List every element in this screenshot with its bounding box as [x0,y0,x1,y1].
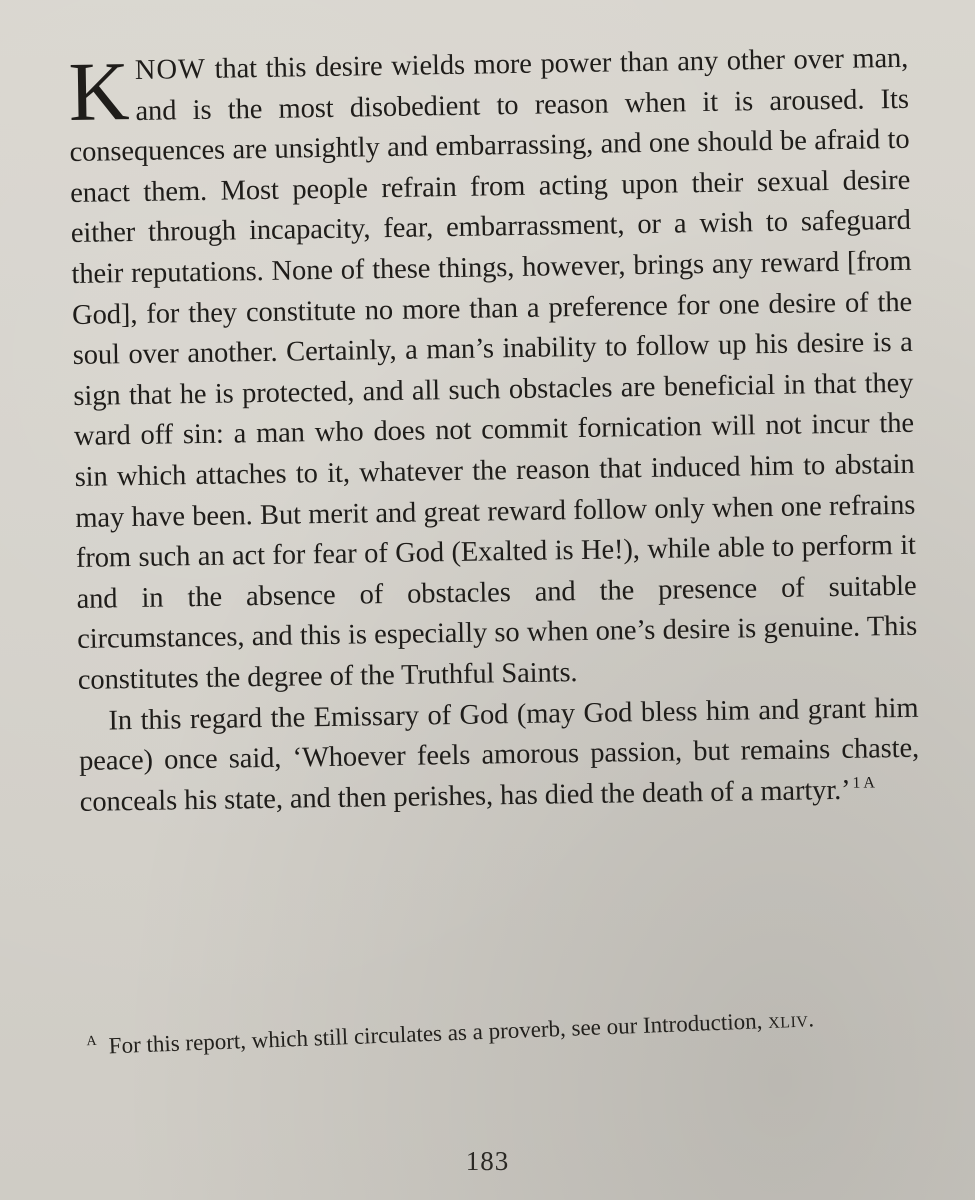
footnote-mark: A [86,1034,97,1050]
paragraph-2 [78,688,920,823]
paragraph-1 [68,39,918,702]
footnote [66,997,927,1066]
lead-word: NOW [134,53,207,86]
footnote-text: For this report, which still circulates as a proverb, see our Introduction, [108,1008,769,1059]
paragraph-2-text: In this regard the Emissary of God (may God bless him and grant him peace) once said, ‘Whoever feels amorous passion, but remains chaste, conceals his state, and then perishes, has died the death of a martyr.’ [78,692,920,818]
note-reference: 1 A [852,774,875,792]
main-text [68,39,920,823]
page-number: 183 [465,1146,510,1176]
paragraph-1-text: that this desire wields more power than any other over man, and is the most disobedient to reason when it is aroused. Its consequences are unsightly and embarrassing, and one should be afraid to enact them. Most people refrain from acting upon their sexual desire either through incapacity, fear, embarrassment, or a wish to safeguard their reputations. None of these things, however, brings any reward [from God], for they constitute no more than a preference for one desire of the soul over another. Certainly, a man’s inability to follow up his desire is a sign that he is protected, and all such obstacles are beneficial in that they ward off sin: a man who does not commit fornication will not incur the sin which attaches to it, whatever the reason that induced him to abstain may have been. But merit and great reward follow only when one refrains from such an act for fear of God (Exalted is He!), while able to perform it and in the absence of obstacles and the presence of suitable circumstances, and this is especially so when one’s desire is genuine. This constitutes the degree of the Truthful Saints. [69,42,918,696]
drop-cap: K [67,45,130,139]
footnote-reference: xliv. [767,1006,816,1034]
